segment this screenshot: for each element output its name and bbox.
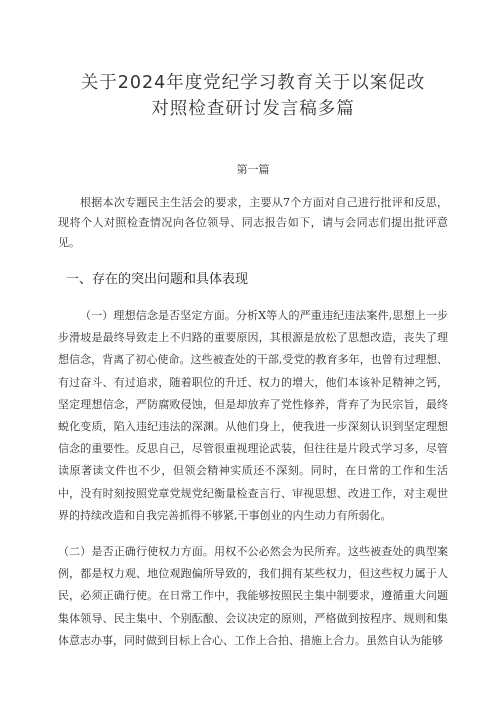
body-paragraph-2: （二）是否正确行使权力方面。用权不公必然会为民所弃。这些被查处的典型案例，都是权力观、地位观跑偏所导致的，我们拥有某些权力，但这些权力属于人民，必须正确行使。在日常工作中，我能够按照民主集中制要求，遵循重大问题集体领导、民主集中、个别酝酿、会议决定的原则，严格做到按程序、规则和集体意志办事，同时做到目标上合心、工作上合拍、措施上合力。虽然自认为能够	[58, 545, 448, 647]
section-label: 第一篇	[236, 163, 270, 176]
document-title: 关于2024年度党纪学习教育关于以案促改对照检查研讨发言稿多篇	[80, 73, 426, 119]
body-paragraph-1: （一）理想信念是否坚定方面。分析X等人的严重违纪违法案件,思想上一步步滑坡是最终导致走上不归路的重要原因，其根源是放松了思想改造，丧失了理想信念，背离了初心使命。这些被查处的干部,受党的教育多年，也曾有过理想、有过奋斗、有过追求，随着职位的升迁、权力的增大，他们本该补足精神之钙，坚定理想信念，严防腐败侵蚀，但是却放弃了党性修养，背弃了为民宗旨，最终蜕化变质，陷入违纪违法的深渊。从他们身上，使我进一步深刻认识到坚定理想信念的重要性。反思自己，尽管很重视理论武装，但往往是片段式学习多，尽管读原著读文件也不少，但领会精神实质还不深刻。同时，在日常的工作和生活中，没有时刻按照党章党规党纪衡量检查言行、审视思想、改进工作，对主观世界的持续改造和自我完善抓得不够紧,干事创业的内生动力有所弱化。	[58, 309, 448, 522]
section-heading: 一、存在的突出问题和具体表现	[66, 272, 249, 287]
intro-paragraph: 根据本次专题民主生活会的要求，主要从7个方面对自己进行批评和反思，现将个人对照检查情况向各位领导、同志报告如下，请与会同志们提出批评意见。	[58, 196, 448, 249]
